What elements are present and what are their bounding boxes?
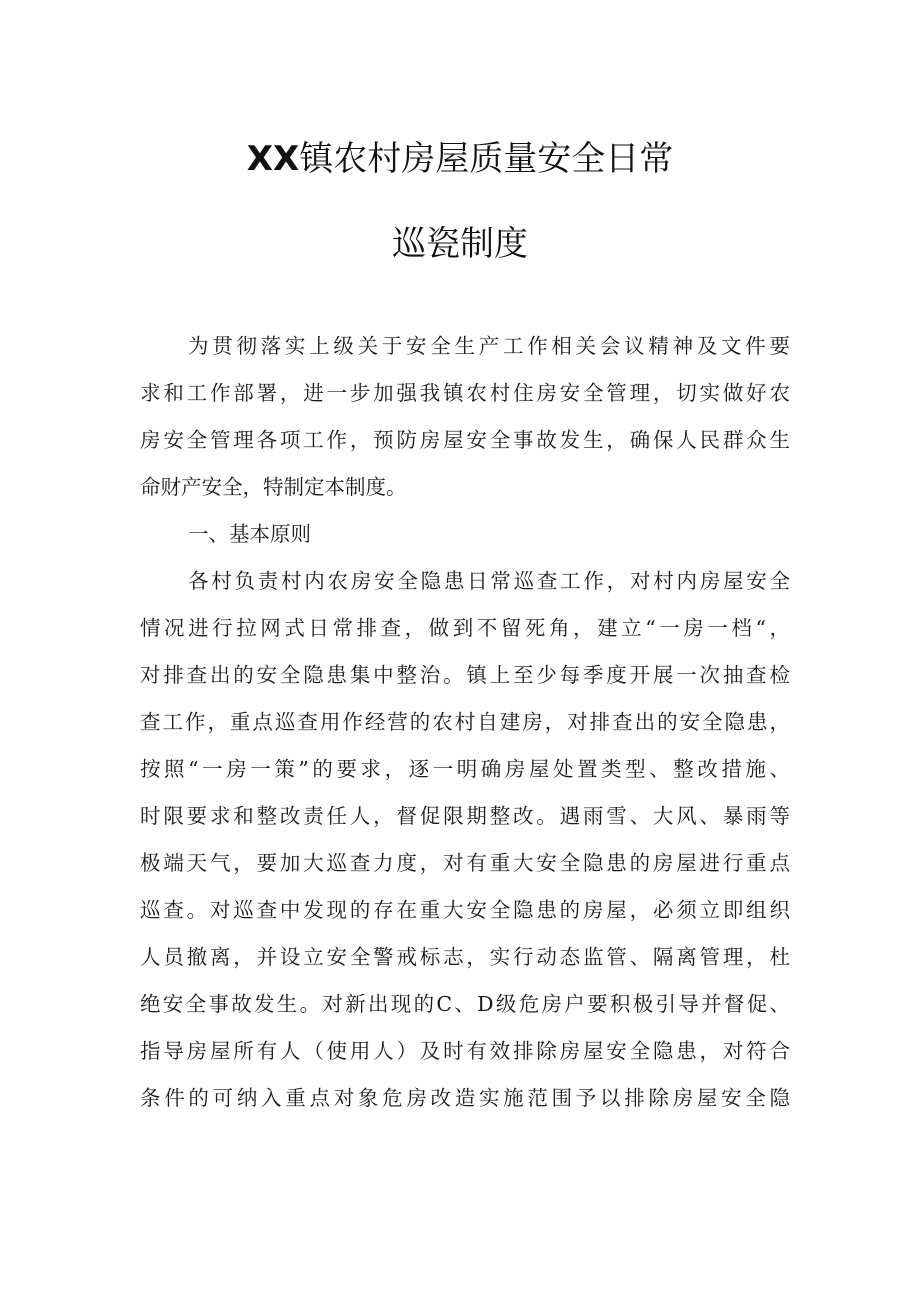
document-title-line-1 [0,137,920,181]
paragraph-2-line-8: 巡查。对巡查中发现的存在重大安全隐患的房屋，必须立即组织 [140,898,790,922]
title-main: 镇农村房屋质量安全日常 [299,139,674,179]
paragraph-2-line-1: 各村负责村内农房安全隐患日常巡查工作，对村内房屋安全 [188,569,790,593]
title-prefix: XX [246,139,300,179]
paragraph-2-line-5: 按照“一房一策”的要求，逐一明确房屋处置类型、整改措施、 [140,757,790,781]
paragraph-2-line-3: 对排查出的安全隐患集中整治。镇上至少每季度开展一次抽查检 [140,663,790,687]
section-heading-basic-principles: 一、基本原则 [188,522,311,546]
paragraph-1-line-3: 房安全管理各项工作，预防房屋安全事故发生，确保人民群众生 [140,428,790,452]
document-title-line-2: 巡瓷制度 [392,224,528,264]
paragraph-1-line-2: 求和工作部署，进一步加强我镇农村住房安全管理，切实做好农 [140,381,790,405]
paragraph-2-line-4: 查工作，重点巡查用作经营的农村自建房，对排查出的安全隐患， [140,710,790,734]
paragraph-1-line-4: 命财产安全，特制定本制度。 [140,475,407,499]
paragraph-1-line-1: 为贯彻落实上级关于安全生产工作相关会议精神及文件要 [188,334,790,358]
paragraph-2-line-12: 条件的可纳入重点对象危房改造实施范围予以排除房屋安全隐 [140,1086,790,1110]
paragraph-2-line-2: 情况进行拉网式日常排查，做到不留死角，建立“一房一档“， [140,616,790,640]
paragraph-2-line-10: 绝安全事故发生。对新出现的C、D级危房户要积极引导并督促、 [140,992,790,1016]
paragraph-2-line-9: 人员撤离，并设立安全警戒标志，实行动态监管、隔离管理，杜 [140,945,790,969]
paragraph-2-line-11: 指导房屋所有人（使用人）及时有效排除房屋安全隐患，对符合 [140,1039,790,1063]
paragraph-2-line-7: 极端天气，要加大巡查力度，对有重大安全隐患的房屋进行重点 [140,851,790,875]
paragraph-2-line-6: 时限要求和整改责任人，督促限期整改。遇雨雪、大风、暴雨等 [140,804,790,828]
